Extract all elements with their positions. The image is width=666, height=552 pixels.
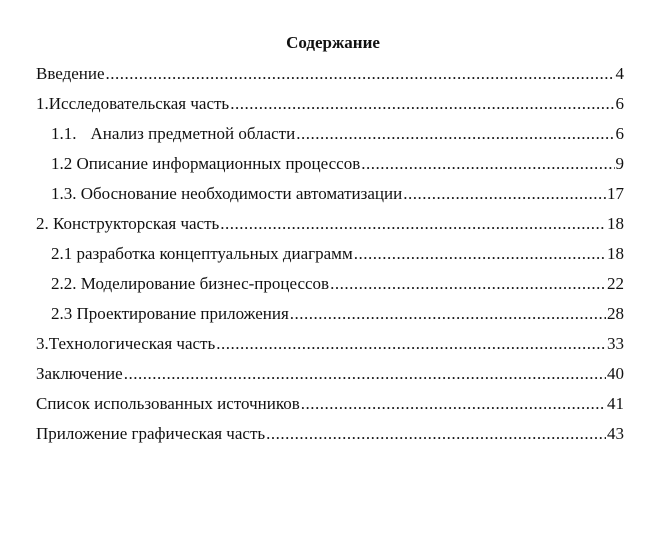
toc-dot-leader [296, 122, 614, 146]
toc-page-number: 18 [607, 244, 624, 263]
toc-dot-leader [106, 62, 615, 86]
toc-page-number: 6 [615, 124, 624, 143]
toc-entry-number: 1.1. [51, 124, 77, 143]
toc-dot-leader [124, 362, 606, 386]
toc-entry-label: 2.1 разработка концептуальных диаграмм [51, 244, 353, 263]
toc-entry-business-process-modeling [51, 272, 624, 296]
toc-page-number: 43 [607, 424, 624, 443]
toc-dot-leader [330, 272, 606, 296]
toc-entry-label: Анализ предметной области [90, 124, 296, 143]
toc-entry-label: 1.2 Описание информационных процессов [51, 154, 361, 173]
toc-page-number: 41 [607, 394, 624, 413]
toc-dot-leader [230, 92, 614, 116]
toc-page-number: 17 [607, 184, 624, 203]
toc-entry-info-processes [51, 152, 624, 176]
toc-entry-automation-rationale [51, 182, 624, 206]
toc-page-number: 4 [615, 64, 624, 83]
toc-page-number: 22 [607, 274, 624, 293]
toc-dot-leader [220, 212, 606, 236]
toc-entry-introduction [36, 62, 624, 86]
toc-entry-conceptual-diagrams [51, 242, 624, 266]
toc-dot-leader [216, 332, 606, 356]
toc-entry-technological-part [36, 332, 624, 356]
toc-page-number: 9 [615, 154, 624, 173]
toc-entry-application-design [51, 302, 624, 326]
toc-entry-conclusion [36, 362, 624, 386]
toc-dot-leader [354, 242, 606, 266]
toc-entry-label: Введение [36, 64, 105, 83]
toc-dot-leader [301, 392, 606, 416]
toc-entry-label: 1.3. Обоснование необходимости автоматизации [51, 184, 403, 203]
toc-entry-research-part [36, 92, 624, 116]
toc-page-number: 33 [607, 334, 624, 353]
toc-entry-label: Список использованных источников [36, 394, 300, 413]
toc-entry-label: 3.Технологическая часть [36, 334, 216, 353]
toc-entry-domain-analysis [51, 122, 624, 146]
toc-dot-leader [403, 182, 606, 206]
toc-dot-leader [266, 422, 606, 446]
toc-entry-label: 2. Конструкторская часть [36, 214, 220, 233]
toc-page-number: 40 [607, 364, 624, 383]
toc-entry-label: 2.2. Моделирование бизнес-процессов [51, 274, 330, 293]
toc-entry-references [36, 392, 624, 416]
toc-entry-label: 2.3 Проектирование приложения [51, 304, 289, 323]
toc-entry-graphic-appendix [36, 422, 624, 446]
toc-entry-design-part [36, 212, 624, 236]
toc-entry-label-group [51, 122, 295, 146]
toc-entry-label: Приложение графическая часть [36, 424, 266, 443]
toc-dot-leader [290, 302, 606, 326]
page-title: Содержание [286, 33, 380, 52]
toc-entry-label: Заключение [36, 364, 123, 383]
toc-page-number: 6 [615, 94, 624, 113]
toc-page-number: 18 [607, 214, 624, 233]
toc-entry-label: 1.Исследовательская часть [36, 94, 230, 113]
toc-page-number: 28 [607, 304, 624, 323]
toc-dot-leader [361, 152, 614, 176]
